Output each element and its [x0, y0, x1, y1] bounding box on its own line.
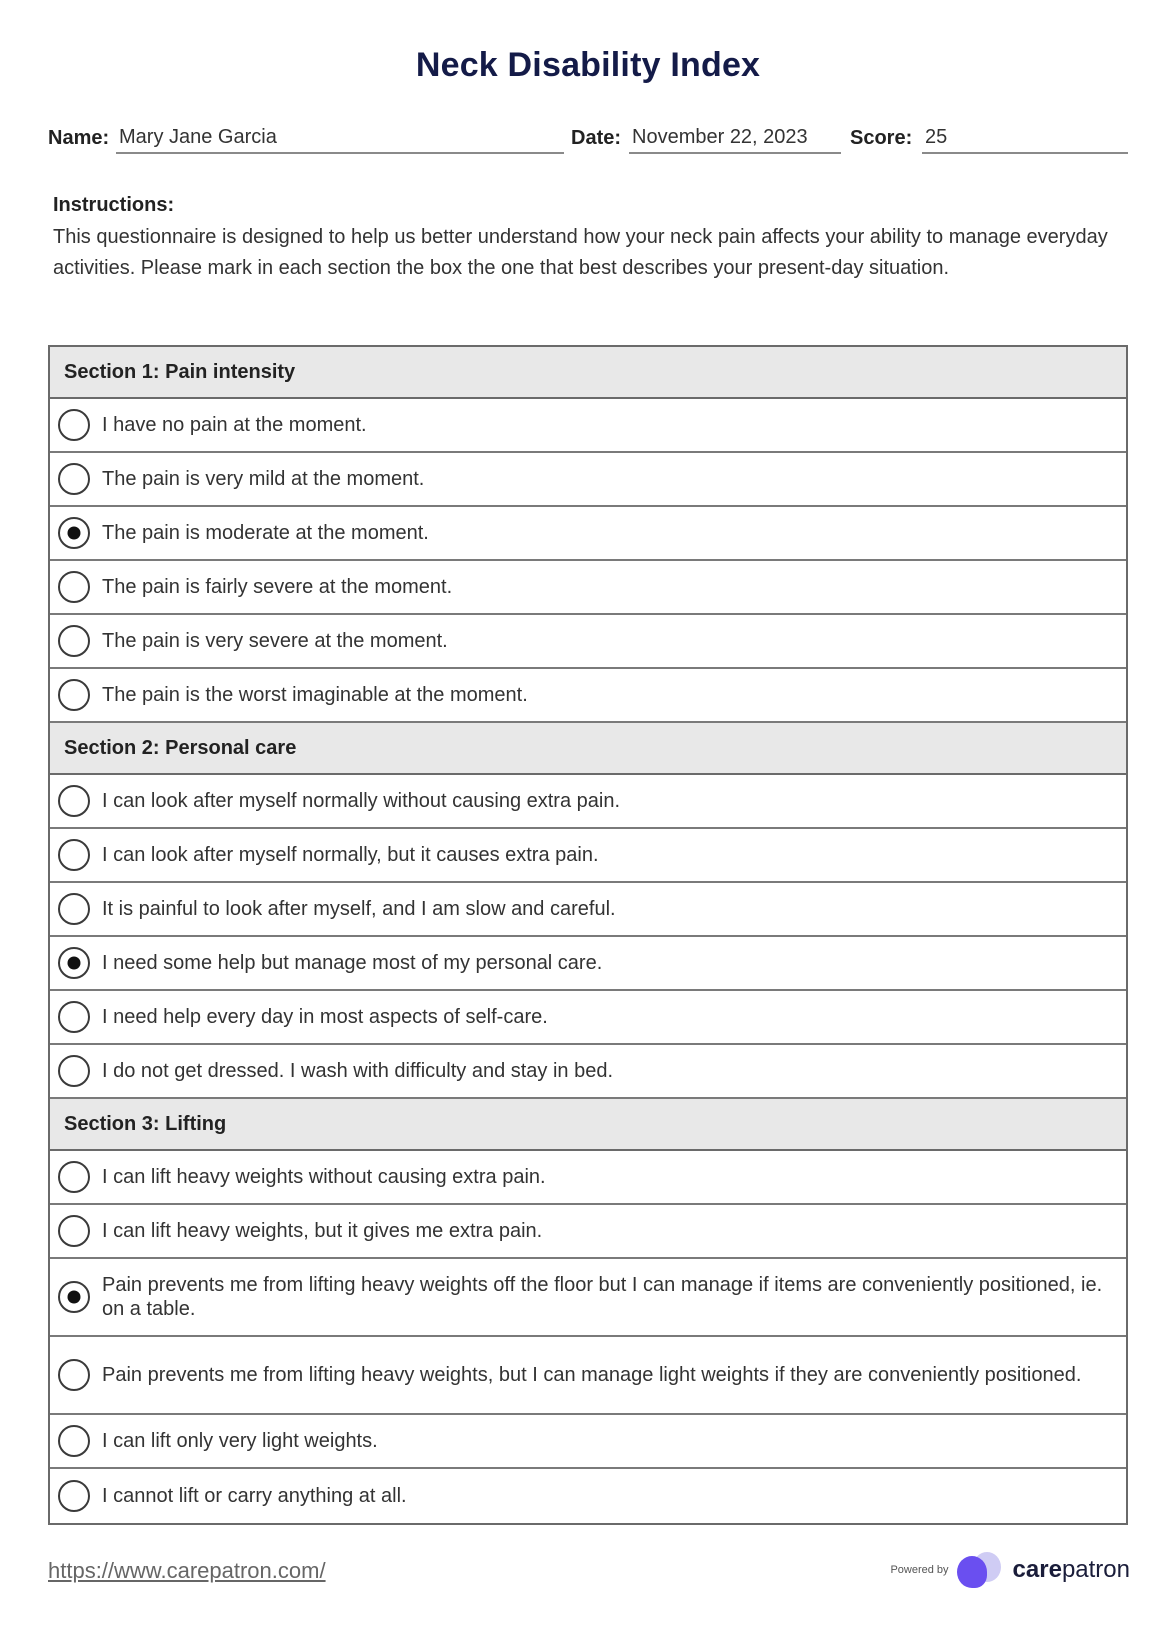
brand-name: [1013, 1556, 1130, 1584]
option-label: The pain is the worst imaginable at the moment.: [102, 684, 528, 706]
radio-unchecked-icon[interactable]: [58, 409, 90, 441]
option-row[interactable]: [50, 1151, 1126, 1205]
radio-unchecked-icon[interactable]: [58, 1161, 90, 1193]
option-label: The pain is very mild at the moment.: [102, 468, 425, 490]
option-row[interactable]: [50, 1045, 1126, 1099]
option-label: I can look after myself normally without causing extra pain.: [102, 790, 621, 812]
score-field[interactable]: 25: [922, 126, 1128, 154]
option-row[interactable]: [50, 883, 1126, 937]
radio-unchecked-icon[interactable]: [58, 893, 90, 925]
option-label: Pain prevents me from lifting heavy weights off the floor but I can manage if items are conveniently positioned, ie. on a table.: [102, 1274, 1103, 1320]
brand-name-bold: care: [1012, 1556, 1062, 1583]
option-row[interactable]: [50, 775, 1126, 829]
option-row[interactable]: [50, 1205, 1126, 1259]
option-row[interactable]: [50, 399, 1126, 453]
option-label: The pain is very severe at the moment.: [102, 630, 448, 652]
powered-by-brand: [890, 1552, 1130, 1588]
radio-unchecked-icon[interactable]: [58, 1215, 90, 1247]
radio-checked-icon[interactable]: [58, 947, 90, 979]
option-label: I do not get dressed. I wash with difficulty and stay in bed.: [102, 1060, 614, 1082]
radio-checked-icon[interactable]: [58, 517, 90, 549]
option-row[interactable]: [50, 991, 1126, 1045]
patient-fields: [48, 124, 1128, 154]
questionnaire-table: [48, 345, 1128, 1525]
option-label: I can lift heavy weights, but it gives me extra pain.: [102, 1220, 543, 1242]
section-header: Section 2: Personal care: [50, 723, 1126, 775]
option-label: I cannot lift or carry anything at all.: [102, 1485, 407, 1507]
option-row[interactable]: [50, 561, 1126, 615]
section-header: Section 1: Pain intensity: [50, 347, 1126, 399]
radio-unchecked-icon[interactable]: [58, 1055, 90, 1087]
carepatron-link[interactable]: https://www.carepatron.com/: [48, 1558, 326, 1583]
radio-checked-icon[interactable]: [58, 1281, 90, 1313]
powered-by-label: Powered by: [890, 1564, 949, 1576]
option-row[interactable]: [50, 453, 1126, 507]
section-header: Section 3: Lifting: [50, 1099, 1126, 1151]
carepatron-logo-icon: [957, 1552, 1003, 1588]
option-label: I have no pain at the moment.: [102, 414, 367, 436]
option-label: I can lift heavy weights without causing extra pain.: [102, 1166, 546, 1188]
radio-unchecked-icon[interactable]: [58, 1480, 90, 1512]
option-label: I need some help but manage most of my personal care.: [102, 952, 603, 974]
instructions-body: This questionnaire is designed to help us better understand how your neck pain affects your ability to manage everyday activities. Please mark in each section the box the one that best describes your present-day situation.: [53, 226, 1108, 279]
radio-unchecked-icon[interactable]: [58, 839, 90, 871]
name-field[interactable]: Mary Jane Garcia: [116, 126, 564, 154]
option-label: The pain is fairly severe at the moment.: [102, 576, 453, 598]
option-row[interactable]: [50, 1469, 1126, 1523]
radio-unchecked-icon[interactable]: [58, 463, 90, 495]
option-row[interactable]: [50, 507, 1126, 561]
date-label: Date:: [571, 127, 622, 149]
name-label: Name:: [48, 127, 110, 149]
option-label: Pain prevents me from lifting heavy weights, but I can manage light weights if they are conveniently positioned.: [102, 1364, 1082, 1386]
option-row[interactable]: [50, 669, 1126, 723]
option-label: I can look after myself normally, but it causes extra pain.: [102, 844, 599, 866]
option-row[interactable]: [50, 615, 1126, 669]
page-title: Neck Disability Index: [415, 46, 761, 84]
radio-unchecked-icon[interactable]: [58, 1425, 90, 1457]
option-label: I can lift only very light weights.: [102, 1430, 378, 1452]
option-row[interactable]: [50, 1337, 1126, 1415]
radio-unchecked-icon[interactable]: [58, 679, 90, 711]
option-row[interactable]: [50, 1415, 1126, 1469]
radio-unchecked-icon[interactable]: [58, 1001, 90, 1033]
instructions-heading: Instructions:: [53, 194, 175, 216]
date-field[interactable]: November 22, 2023: [629, 126, 841, 154]
option-row[interactable]: [50, 829, 1126, 883]
option-label: It is painful to look after myself, and I am slow and careful.: [102, 898, 616, 920]
option-label: I need help every day in most aspects of self-care.: [102, 1006, 548, 1028]
option-label: The pain is moderate at the moment.: [102, 522, 429, 544]
score-label: Score:: [850, 127, 913, 149]
brand-name-rest: patron: [1061, 1556, 1130, 1583]
option-row[interactable]: [50, 937, 1126, 991]
radio-unchecked-icon[interactable]: [58, 785, 90, 817]
option-row[interactable]: [50, 1259, 1126, 1337]
radio-unchecked-icon[interactable]: [58, 1359, 90, 1391]
radio-unchecked-icon[interactable]: [58, 625, 90, 657]
radio-unchecked-icon[interactable]: [58, 571, 90, 603]
